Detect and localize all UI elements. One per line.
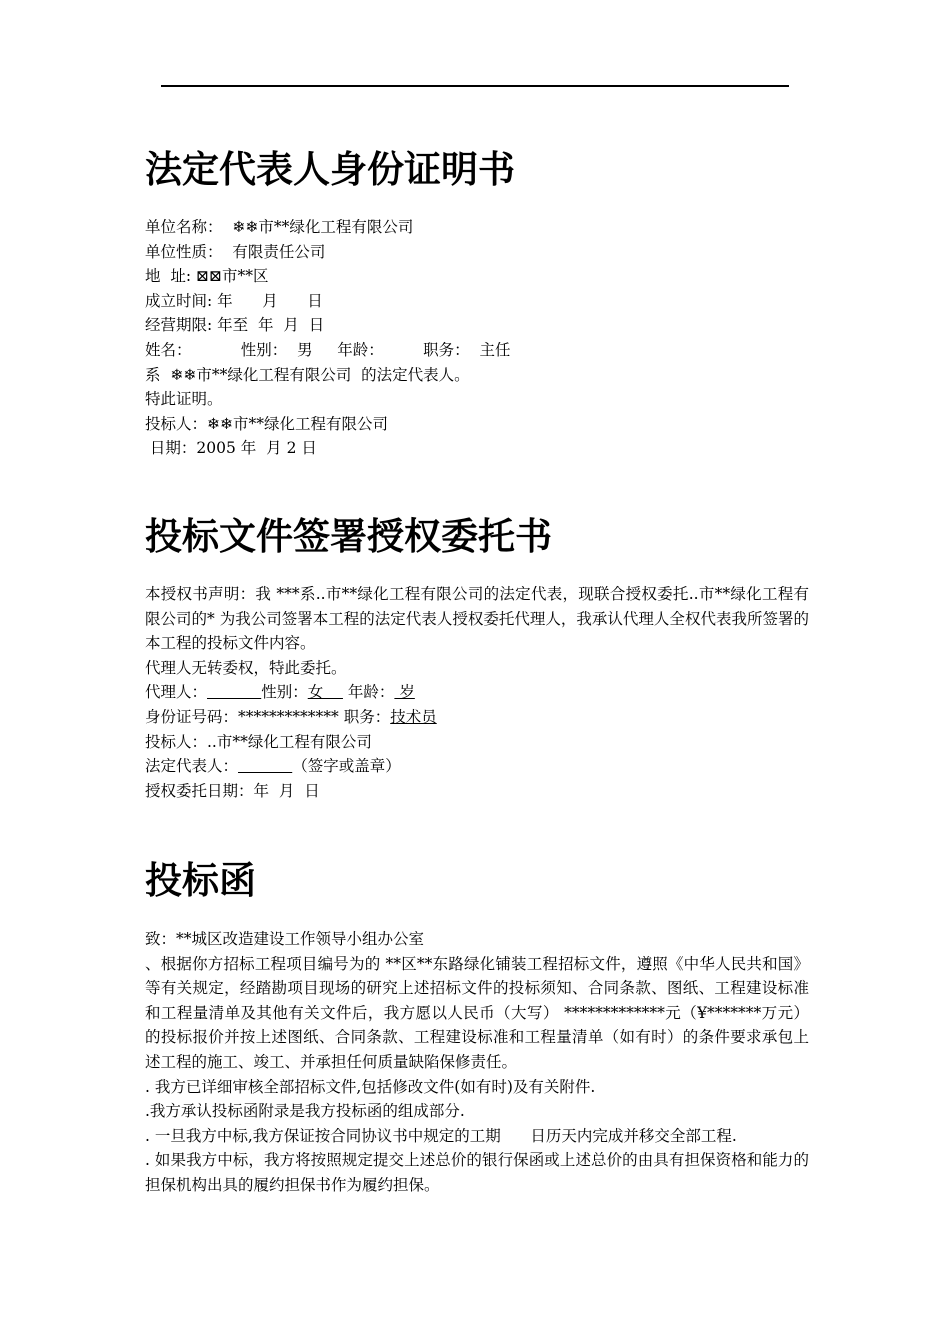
section1-body bbox=[145, 215, 809, 461]
agent-label: 代理人： bbox=[145, 683, 208, 702]
section3-title: 投标函 bbox=[145, 859, 256, 902]
founded-line: 成立时间: 年 月 日 bbox=[145, 291, 323, 310]
id-value: ************* bbox=[238, 707, 339, 726]
address-line: 地 址: ⊠⊠市**区 bbox=[145, 267, 269, 286]
term-line: 经营期限: 年至 年 月 日 bbox=[145, 316, 325, 335]
bid-item-5: . 如果我方中标，我方将按照规定提交上述总价的银行保函或上述总价的由具有担保资格和能力的担保机构出具的履约担保书作为履约担保。 bbox=[145, 1151, 809, 1194]
unit-type-line: 单位性质： 有限责任公司 bbox=[145, 242, 326, 261]
authorization-date-line: 授权委托日期：年 月 日 bbox=[145, 781, 320, 800]
section3-body bbox=[145, 927, 809, 1198]
bidder-line: 投标人：❄❄市**绿化工程有限公司 bbox=[145, 414, 388, 433]
position-label: 职务： bbox=[338, 707, 391, 726]
gender-value: 女 bbox=[307, 683, 343, 702]
id-label: 身份证号码： bbox=[145, 707, 239, 726]
unit-name-line: 单位名称： ❄❄市**绿化工程有限公司 bbox=[145, 218, 414, 236]
section1-title: 法定代表人身份证明书 bbox=[145, 148, 515, 191]
no-transfer-line: 代理人无转委权，特此委托。 bbox=[145, 658, 347, 677]
bidder-line-2: 投标人：..市**绿化工程有限公司 bbox=[145, 732, 372, 751]
age-value: 岁 bbox=[394, 683, 415, 702]
legal-rep-label: 法定代表人： bbox=[145, 757, 239, 776]
bid-item-4: . 一旦我方中标,我方保证按合同协议书中规定的工期 日历天内完成并移交全部工程. bbox=[145, 1126, 737, 1145]
age-label: 年龄： bbox=[342, 683, 395, 702]
person-line: 姓名： 性别： 男 年龄： 职务： 主任 bbox=[145, 340, 511, 359]
authorization-declaration: 本授权书声明：我 ***系..市**绿化工程有限公司的法定代表，现联合授权委托..市**绿化工程有限公司的* 为我公司签署本工程的法定代表人授权委托代理人，我承认代理人全权代表我所签署的本工程的投标文件内容。 bbox=[145, 585, 809, 653]
gender-label: 性别： bbox=[261, 683, 308, 702]
id-line bbox=[145, 705, 809, 730]
agent-line bbox=[145, 680, 809, 705]
certify-line: 特此证明。 bbox=[145, 390, 223, 409]
section2-body bbox=[145, 582, 809, 803]
legal-rep-blank bbox=[238, 757, 292, 775]
section2-title: 投标文件签署授权委托书 bbox=[145, 515, 552, 558]
bid-item-1: 、根据你方招标工程项目编号为的 **区**东路绿化铺装工程招标文件，遵照《中华人民共和国》等有关规定，经踏勘项目现场的研究上述招标文件的投标须知、合同条款、图纸、工程建设标准和工程量清单及其他有关文件后，我方愿以人民币（大写） *************元（¥*******万元）的投标报价并按上述图纸、合同条款、工程建设标准和工程量清单（如有时）的条件要求承包上述工程的施工、竣工、并承担任何质量缺陷保修责任。 bbox=[145, 954, 809, 1071]
bid-item-2: . 我方已详细审核全部招标文件,包括修改文件(如有时)及有关附件. bbox=[145, 1077, 596, 1096]
header-rule bbox=[161, 85, 789, 87]
date-line: 日期：2005 年 月 2 日 bbox=[145, 439, 317, 458]
legal-rep-line bbox=[145, 754, 809, 779]
agent-blank bbox=[207, 683, 261, 701]
bid-item-3: .我方承认投标函附录是我方投标函的组成部分. bbox=[145, 1102, 465, 1121]
representative-line: 系 ❄❄市**绿化工程有限公司 的法定代表人。 bbox=[145, 365, 470, 384]
recipient-line: 致：**城区改造建设工作领导小组办公室 bbox=[145, 930, 425, 948]
legal-rep-note: （签字或盖章） bbox=[292, 757, 401, 776]
position-value: 技术员 bbox=[390, 707, 437, 726]
